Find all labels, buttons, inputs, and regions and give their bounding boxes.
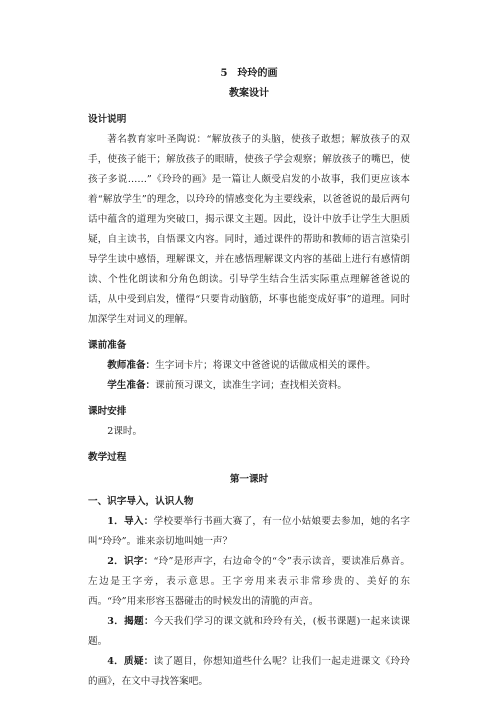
step-four-label: 4．质疑： [107, 656, 154, 667]
process-heading: 教学过程 [88, 452, 127, 463]
step-two-text: “玲”是形声字，右边命令的“令”表示读音，要读准后鼻音。左边是王字旁，表示意思。王字旁用来表示非常珍贵的、美好的东西。“玲”用来形容玉器碰击的时候发出的清脆的声音。 [88, 556, 410, 607]
teacher-prep [88, 356, 410, 376]
step-four [88, 652, 410, 692]
student-prep-text: 课前预习课文，读准生字词；查找相关资料。 [155, 380, 348, 391]
step-four-text: 读了题目，你想知道些什么呢？让我们一起走进课文《玲玲的画》，在文中寻找答案吧。 [88, 656, 410, 687]
prep-heading: 课前准备 [88, 340, 127, 351]
student-prep [88, 376, 410, 396]
section-one-heading: 一、识字导入，认识人物 [88, 496, 194, 507]
lesson-title: 5 玲玲的画 [220, 68, 278, 79]
step-three-text: 今天我们学习的课文就和玲玲有关，(板书课题)一起来读课题。 [88, 616, 410, 647]
step-two-label: 2．识字： [107, 556, 154, 567]
step-one-text: 学校要举行书画大赛了，有一位小姑娘要去参加，她的名字叫“玲玲”。谁来亲切地叫她一声？ [88, 516, 410, 547]
schedule-text: 2课时。 [107, 426, 143, 437]
step-one-label: 1．导入： [107, 516, 154, 527]
step-two [88, 552, 410, 612]
design-heading: 设计说明 [88, 114, 127, 125]
schedule-heading: 课时安排 [88, 406, 127, 417]
teacher-prep-label: 教师准备： [107, 360, 156, 371]
design-paragraph: 著名教育家叶圣陶说：“解放孩子的头脑，使孩子敢想；解放孩子的双手，使孩子能干；解放孩子的眼睛，使孩子学会观察；解放孩子的嘴巴，使孩子多说……”《玲玲的画》是一篇让人颇受启发的小故事，我们更应该本着“解放学生”的理念，以玲玲的情感变化为主要线索，以爸爸说的最后两句话中蕴含的道理为突破口，揭示课文主题。因此，设计中放手让学生大胆质疑，自主读书，自悟课文内容。同时，通过课件的帮助和教师的语言渲染引导学生读中感悟，理解课文，并在感悟理解课文内容的基础上进行有感情朗读、个性化朗读和分角色朗读。引导学生结合生活实际重点理解爸爸说的话，从中受到启发，懂得“只要肯动脑筋，坏事也能变成好事”的道理。同时加深学生对词义的理解。 [88, 134, 410, 325]
lesson-one-heading: 第一课时 [229, 474, 269, 485]
teacher-prep-text: 生字词卡片；将课文中爸爸说的话做成相关的课件。 [155, 360, 376, 371]
document-content [88, 62, 410, 692]
step-three-label: 3．揭题： [107, 616, 154, 627]
lesson-subtitle: 教案设计 [229, 88, 269, 99]
step-one [88, 512, 410, 552]
student-prep-label: 学生准备： [107, 380, 156, 391]
step-three [88, 612, 410, 652]
